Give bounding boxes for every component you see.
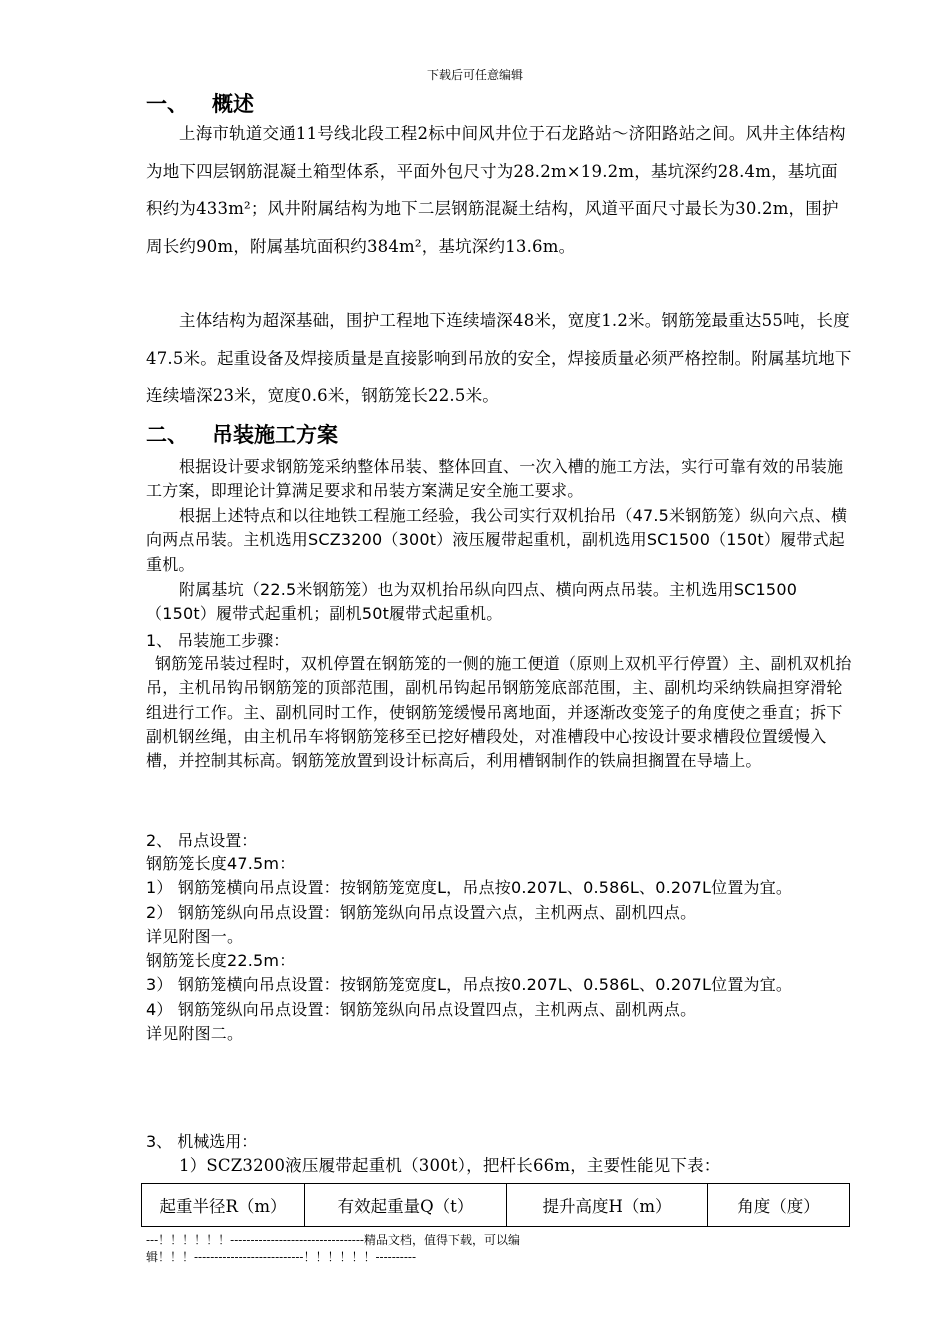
section-2-number: 二、 — [146, 422, 188, 447]
step-2-title: 2、 吊点设置： — [146, 831, 258, 850]
table-header-radius: 起重半径R（m） — [142, 1184, 305, 1226]
see-figure-2: 详见附图二。 — [146, 1024, 244, 1044]
section-1-paragraph-2: 主体结构为超深基础，围护工程地下连续墙深48米，宽度1.2米。钢筋笼最重达55吨，长度47.5米。起重设备及焊接质量是直接影响到吊放的安全，焊接质量必须严格控制。附属基坑地下连续墙深23米，宽度0.6米，钢筋笼长22.5米。 — [146, 311, 852, 405]
table-header-height: 提升高度H（m） — [507, 1184, 708, 1226]
page-header-note: 下载后可任意编辑 — [426, 68, 523, 82]
item-2-longitudinal: 2） 钢筋笼纵向吊点设置：钢筋笼纵向吊点设置六点，主机两点、副机四点。 — [146, 902, 697, 922]
cage-length-47-5: 钢筋笼长度47.5m： — [146, 854, 296, 873]
section-2-paragraph-1: 根据设计要求钢筋笼采纳整体吊装、整体回直、一次入槽的施工方法，实行可靠有效的吊装施工方案，即理论计算满足要求和吊装方案满足安全施工要求。 — [146, 457, 844, 501]
step-1-text: 钢筋笼吊装过程时，双机停置在钢筋笼的一侧的施工便道（原则上双机平行停置）主、副机双机抬吊，主机吊钩吊钢筋笼的顶部范围，副机吊钩起吊钢筋笼底部范围，主、副机均采纳铁扁担穿滑轮组进行工作。主、副机同时工作，使钢筋笼缓慢吊离地面，并逐渐改变笼子的角度使之垂直；拆下副机钢丝绳，由主机吊车将钢筋笼移至已挖好槽段处，对准槽段中心按设计要求槽段位置缓慢入槽，并控制其标高。钢筋笼放置到设计标高后，利用槽钢制作的铁扁担搁置在导墙上。 — [146, 654, 852, 771]
table-header-angle: 角度（度） — [737, 1197, 820, 1216]
section-1-number: 一、 — [146, 91, 188, 116]
section-2-heading — [146, 419, 338, 449]
section-2-title: 吊装施工方案 — [212, 422, 338, 447]
lifting-points-list — [146, 852, 852, 1046]
page-footer — [146, 1232, 616, 1266]
section-1-paragraph-1: 上海市轨道交通11号线北段工程2标中间风井位于石龙路站～济阳路站之间。风井主体结构为地下四层钢筋混凝土箱型体系，平面外包尺寸为28.2m×19.2m，基坑深约28.4m，基坑面积约为433m²；风井附属结构为地下二层钢筋混凝土结构，风道平面尺寸最长为30.2m，围护周长约90m，附属基坑面积约384m²，基坑深约13.6m。 — [146, 124, 846, 256]
item-4-longitudinal: 4） 钢筋笼纵向吊点设置：钢筋笼纵向吊点设置四点，主机两点、副机两点。 — [146, 999, 697, 1019]
see-figure-1: 详见附图一。 — [146, 926, 244, 946]
cage-length-22-5: 钢筋笼长度22.5m： — [146, 951, 296, 971]
footer-line-1: ---！！！！！！---------------------------------精品文档，值得下载，可以编 — [146, 1233, 520, 1247]
step-3-text: 1）SCZ3200液压履带起重机（300t），把杆长66m，主要性能见下表： — [179, 1156, 721, 1175]
crane-performance-table — [141, 1183, 850, 1227]
table-header-capacity: 有效起重量Q（t） — [305, 1184, 507, 1226]
section-2-paragraph-2: 根据上述特点和以往地铁工程施工经验，我公司实行双机抬吊（47.5米钢筋笼）纵向六点、横向两点吊装。主机选用SCZ3200（300t）液压履带起重机，副机选用SC1500（150t）履带式起重机。 — [146, 506, 848, 574]
section-1-title: 概述 — [212, 91, 254, 116]
item-1-transverse: 1） 钢筋笼横向吊点设置：按钢筋笼宽度L，吊点按0.207L、0.586L、0.207L位置为宜。 — [146, 878, 793, 898]
footer-line-2: 辑！！！---------------------------！！！！！！---------- — [146, 1250, 417, 1264]
step-1-title: 1、 吊装施工步骤： — [146, 631, 290, 650]
item-3-transverse: 3） 钢筋笼横向吊点设置：按钢筋笼宽度L，吊点按0.207L、0.586L、0.207L位置为宜。 — [146, 975, 793, 995]
step-3-title: 3、 机械选用： — [146, 1132, 258, 1151]
section-1-heading — [146, 88, 254, 118]
section-2-paragraph-3: 附属基坑（22.5米钢筋笼）也为双机抬吊纵向四点、横向两点吊装。主机选用SC1500（150t）履带式起重机；副机50t履带式起重机。 — [146, 580, 798, 624]
